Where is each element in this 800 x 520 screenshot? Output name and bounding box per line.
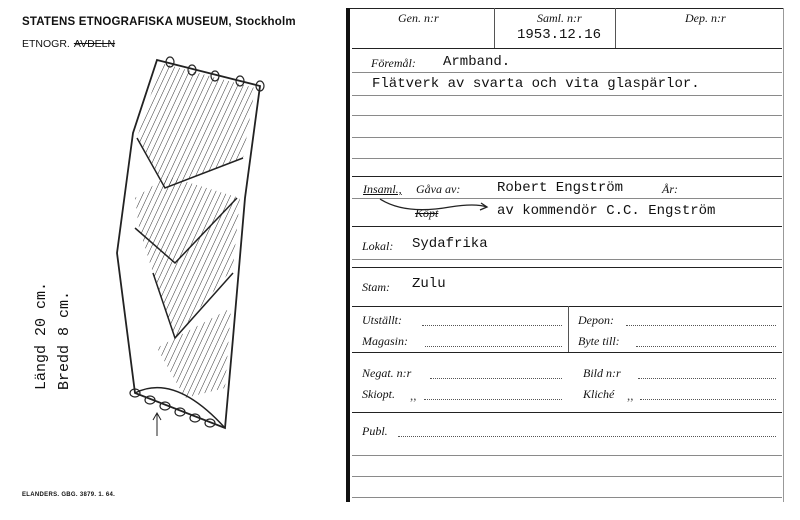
bracelet-drawing (95, 48, 285, 448)
magasin-dots (425, 346, 562, 347)
section-line (352, 306, 782, 307)
rule-line (352, 497, 782, 498)
bild-dots (638, 378, 776, 379)
gen-nr-label: Gen. n:r (398, 11, 439, 25)
length-note: Längd 20 cm. (33, 281, 50, 390)
lokal-value: Sydafrika (412, 236, 488, 252)
donor-name: Robert Engström (497, 180, 624, 196)
rule-line (352, 95, 782, 96)
publ-dots (398, 436, 776, 437)
section-line (352, 267, 782, 268)
card-top-line (350, 8, 784, 9)
section-line (352, 412, 782, 413)
utstallt-dots (422, 325, 562, 326)
museum-name: STATENS ETNOGRAFISKA MUSEUM, Stockholm (22, 16, 296, 28)
department-struck-word: AVDELN (73, 38, 116, 50)
byte-till-label: Byte till: (578, 334, 620, 348)
negat-dots (430, 378, 562, 379)
skiopt-label: Skiopt. (362, 387, 395, 401)
insaml-label: Insaml., (363, 182, 402, 196)
dep-nr-label: Dep. n:r (685, 11, 726, 25)
insertion-arrow (375, 195, 495, 219)
header-bottom-line (352, 48, 782, 49)
rule-line (352, 455, 782, 456)
rule-line (352, 476, 782, 477)
header-divider-1 (494, 8, 495, 48)
rule-line (352, 259, 782, 260)
saml-nr-label: Saml. n:r (537, 11, 582, 25)
publ-label: Publ. (362, 424, 388, 438)
rule-line (352, 72, 782, 73)
foremal-value: Armband. (443, 54, 511, 70)
rule-line (352, 115, 782, 116)
kliche-label: Kliché (583, 387, 615, 401)
rule-line (352, 158, 782, 159)
byte-till-dots (636, 346, 776, 347)
skiopt-ditto: ,, (410, 388, 417, 403)
negat-nr-label: Negat. n:r (362, 366, 412, 380)
stam-value: Zulu (412, 276, 446, 292)
kliche-ditto: ,, (627, 388, 634, 403)
kliche-dots (640, 399, 776, 400)
foremal-description: Flätverk av svarta och vita glaspärlor. (372, 76, 700, 92)
lokal-label: Lokal: (362, 239, 394, 253)
kopt-struck-label: Köpt (415, 206, 439, 220)
printer-imprint: ELANDERS. GBG. 3879. 1. 64. (22, 492, 116, 498)
ar-label: År: (662, 182, 678, 196)
depon-label: Depon: (578, 313, 614, 327)
section-line (352, 176, 782, 177)
magasin-label: Magasin: (362, 334, 408, 348)
saml-nr-value: 1953.12.16 (517, 27, 602, 43)
foremal-label: Föremål: (371, 56, 416, 70)
card-border (346, 8, 350, 502)
card-right-edge (783, 8, 784, 502)
section-line (352, 352, 782, 353)
bild-nr-label: Bild n:r (583, 366, 621, 380)
gava-av-label: Gåva av: (416, 182, 461, 196)
rule-line (352, 137, 782, 138)
depon-dots (626, 325, 776, 326)
department-label: ETNOGR. (22, 38, 70, 50)
storage-divider (568, 306, 569, 352)
header-divider-2 (615, 8, 616, 48)
width-note: Bredd 8 cm. (56, 290, 73, 390)
section-line (352, 226, 782, 227)
utstallt-label: Utställt: (362, 313, 403, 327)
donor-name-2: av kommendör C.C. Engström (497, 203, 716, 219)
stam-label: Stam: (362, 280, 390, 294)
skiopt-dots (424, 399, 562, 400)
